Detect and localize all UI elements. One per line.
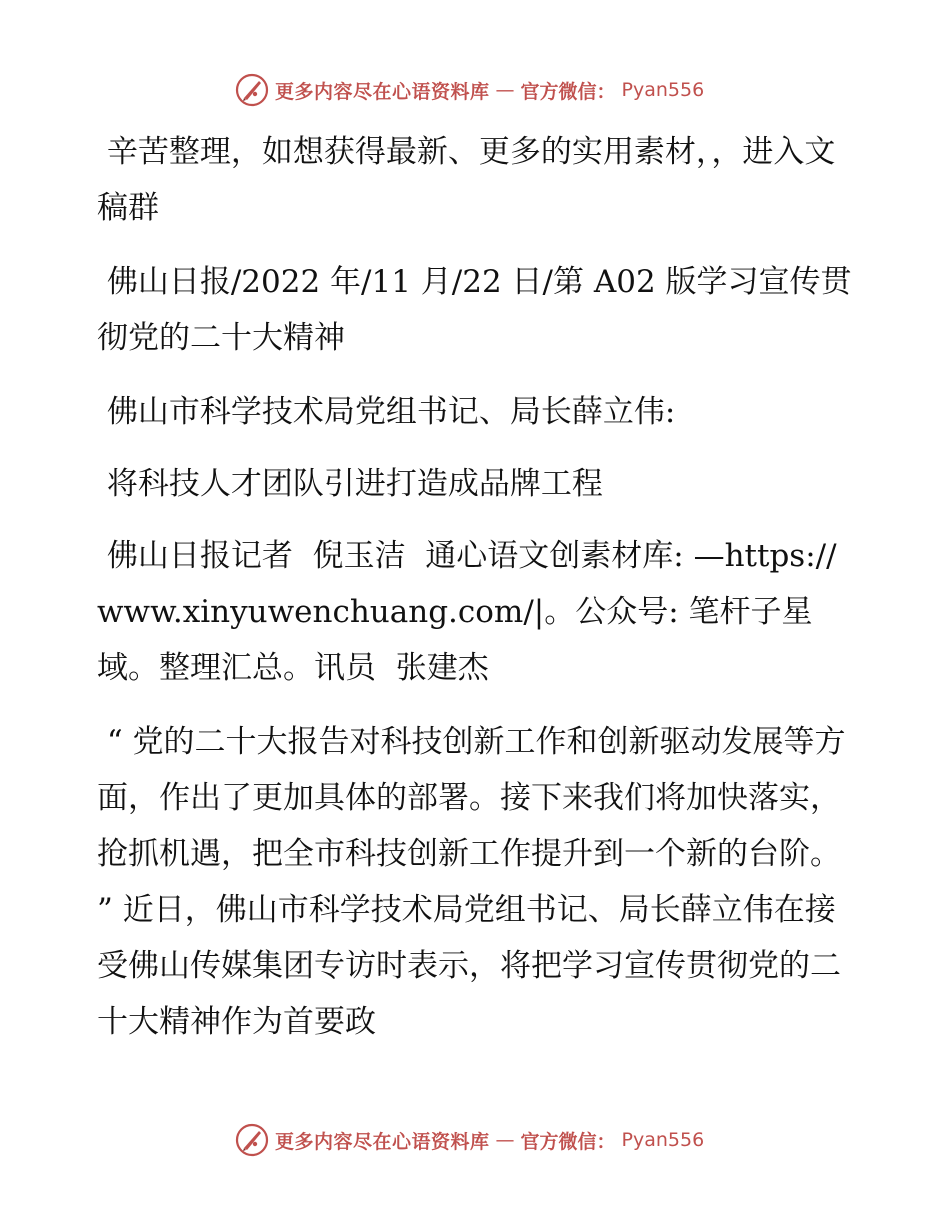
watermark-separator: — <box>495 1129 515 1151</box>
intro-paragraph: 辛苦整理，如想获得最新、更多的实用素材，，进入文稿群 <box>97 134 836 226</box>
watermark-wechat-id: Pyan556 <box>621 1129 705 1151</box>
watermark-separator: — <box>495 79 515 101</box>
quill-pen-icon <box>235 1123 269 1157</box>
watermark-wechat-label: 官方微信： <box>520 80 616 103</box>
watermark-wechat-id: Pyan556 <box>621 79 705 101</box>
header-watermark <box>235 72 704 108</box>
article-headline: 将科技人才团队引进打造成品牌工程 <box>97 466 603 502</box>
watermark-brand-text: 更多内容尽在心语资料库 <box>275 80 490 103</box>
byline-paragraph: 佛山日报记者 倪玉洁 通心语文创素材库: —https://www.xinyuwenchuang.com/|。公众号: 笔杆子星域。整理汇总。讯员 张建杰 <box>97 538 837 686</box>
article-body <box>97 124 857 1068</box>
watermark-brand-text: 更多内容尽在心语资料库 <box>275 1130 490 1153</box>
subject-line: 佛山市科学技术局党组书记、局长薛立伟: <box>97 394 676 430</box>
watermark-wechat-label: 官方微信： <box>520 1130 616 1153</box>
footer-watermark <box>235 1122 704 1158</box>
source-line: 佛山日报/2022 年/11 月/22 日/第 A02 版学习宣传贯彻党的二十大精神 <box>97 264 852 356</box>
quill-pen-icon <box>235 73 269 107</box>
body-paragraph: “ 党的二十大报告对科技创新工作和创新驱动发展等方面，作出了更加具体的部署。接下来我们将加快落实，抢抓机遇，把全市科技创新工作提升到一个新的台阶。 ” 近日，佛山市科学技术局党组书记、局长薛立伟在接受佛山传媒集团专访时表示，将把学习宣传贯彻党的二十大精神作为首要政 <box>97 724 851 1040</box>
